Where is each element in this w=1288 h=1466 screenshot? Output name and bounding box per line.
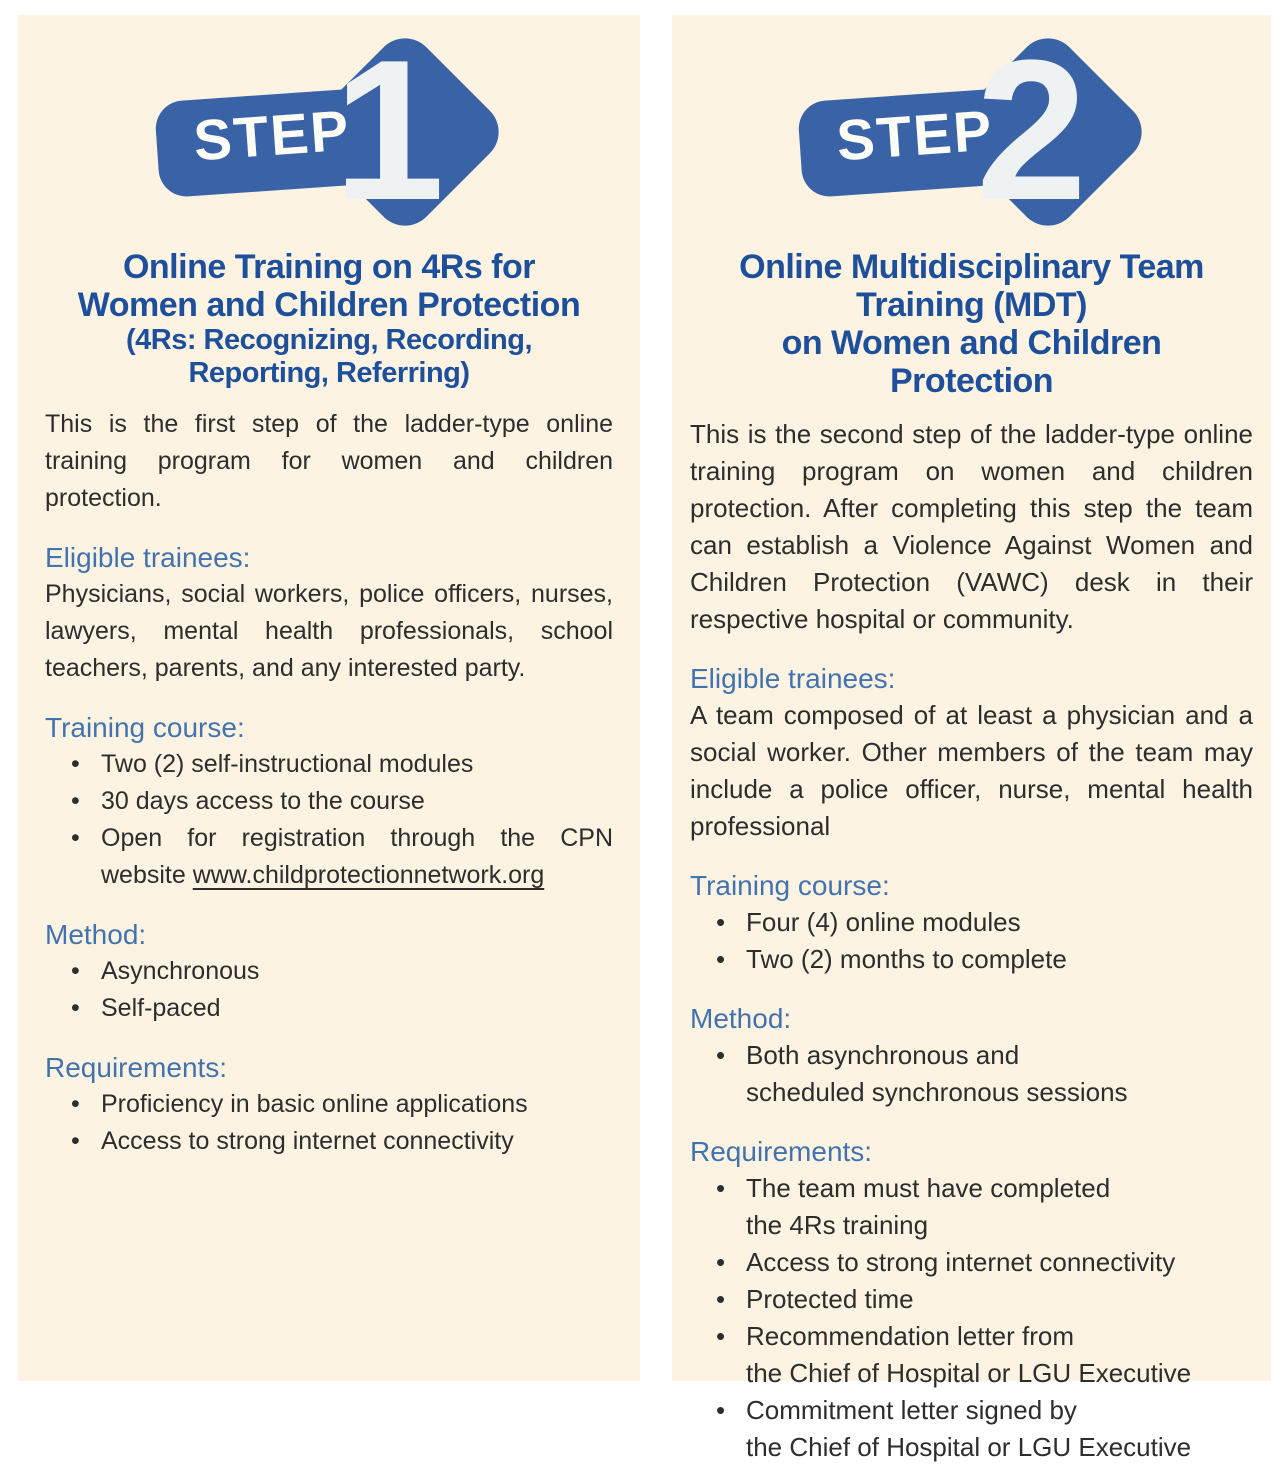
bullet-line [746, 1074, 1253, 1111]
section-requirements [45, 1049, 613, 1160]
section-eligible-trainees [690, 660, 1253, 845]
sections [690, 660, 1253, 1466]
bullet-line [746, 1429, 1253, 1466]
bullet-line [101, 953, 613, 990]
column-title [45, 248, 613, 324]
column-title-line: Protection [889, 362, 1054, 400]
bullet-list [690, 1170, 1253, 1466]
bullet-line [746, 1207, 1253, 1244]
bullet-line [101, 857, 613, 894]
bullet-line [101, 746, 613, 783]
text-segment: Asynchronous [101, 957, 260, 985]
text-segment: Two (2) months to complete [746, 944, 1067, 974]
bullet-list [45, 746, 613, 894]
bullet-line [101, 1086, 613, 1123]
section-heading: Eligible trainees: [45, 542, 251, 573]
section-eligible-trainees [45, 539, 613, 687]
section-heading: Method: [45, 919, 147, 950]
column-title-line: Training (MDT) [856, 286, 1087, 324]
text-segment: Access to strong internet connectivity [746, 1247, 1176, 1277]
text-segment: scheduled synchronous sessions [746, 1077, 1128, 1107]
list-item [690, 904, 1253, 941]
column-subtitle-line: Reporting, Referring) [188, 357, 470, 389]
list-item [690, 1037, 1253, 1111]
bullet-line [101, 990, 613, 1027]
text-segment: Four (4) online modules [746, 907, 1021, 937]
list-item [690, 1392, 1253, 1466]
column-title-line: Women and Children Protection [77, 286, 581, 324]
text-segment: Both asynchronous and [746, 1040, 1020, 1070]
column-subtitle [45, 324, 613, 390]
section-requirements [690, 1133, 1253, 1466]
list-item [690, 1318, 1253, 1392]
section-paragraph: Physicians, social workers, police officers, nurses, lawyers, mental health professionals, school teachers, parents, and any interested party. [45, 580, 613, 682]
text-segment: Two (2) self-instructional modules [101, 750, 474, 778]
list-item [690, 1281, 1253, 1318]
list-item [45, 953, 613, 990]
bullet-line [746, 941, 1253, 978]
list-item [45, 783, 613, 820]
bullet-line [746, 904, 1253, 941]
bullet-line [746, 1355, 1253, 1392]
step-2-arrow-icon [722, 15, 1222, 245]
list-item [690, 1244, 1253, 1281]
section-training-course [45, 709, 613, 894]
bullet-list [45, 1086, 613, 1160]
bullet-line [101, 1123, 613, 1160]
bullet-line [746, 1037, 1253, 1074]
column-title-line: Online Multidisciplinary Team [739, 248, 1204, 286]
section-method [45, 916, 613, 1027]
intro-paragraph: This is the second step of the ladder-type online training program on women and children protection. After completing this step the team can establish a Violence Against Women and Children Protection (VAWC) desk in their respective hospital or community. [690, 419, 1253, 634]
column-subtitle-line: (4Rs: Recognizing, Recording, [125, 324, 533, 356]
bullet-list [45, 953, 613, 1027]
bullet-line [746, 1170, 1253, 1207]
section-heading: Method: [690, 1003, 792, 1034]
step-word: STEP [834, 98, 995, 174]
section-heading: Requirements: [45, 1052, 228, 1083]
step-word: STEP [191, 98, 353, 174]
list-item [690, 1170, 1253, 1244]
bullet-line [101, 783, 613, 820]
list-item [45, 746, 613, 783]
column-title-line: on Women and Children [781, 324, 1162, 362]
sections [45, 539, 613, 1160]
text-segment: Recommendation letter from [746, 1321, 1075, 1351]
step-number: 2 [975, 19, 1088, 242]
bullet-list [690, 904, 1253, 978]
cpn-website-link[interactable]: www.childprotectionnetwork.org [192, 861, 545, 889]
bullet-line [101, 820, 613, 857]
text-segment: 30 days access to the course [101, 787, 425, 815]
bullet-line [746, 1318, 1253, 1355]
text-segment: Protected time [746, 1284, 914, 1314]
text-segment: Open for registration through the CPN [101, 824, 613, 852]
column-title-line: Online Training on 4Rs for [122, 248, 536, 286]
text-segment: Commitment letter signed by [746, 1395, 1077, 1425]
text-segment: Proficiency in basic online applications [101, 1090, 528, 1118]
step-number: 1 [333, 19, 445, 242]
column-title [690, 248, 1253, 400]
text-segment: Access to strong internet connectivity [101, 1127, 514, 1155]
section-training-course [690, 867, 1253, 978]
text-segment: The team must have completed [746, 1173, 1111, 1203]
text-segment: website [101, 861, 193, 889]
text-segment: Self-paced [101, 994, 221, 1022]
step-2-panel [672, 15, 1271, 1462]
section-heading: Training course: [45, 712, 245, 743]
text-segment: the 4Rs training [746, 1210, 929, 1240]
text-segment: the Chief of Hospital or LGU Executive [746, 1432, 1192, 1462]
list-item [45, 990, 613, 1027]
bullet-line [746, 1392, 1253, 1429]
list-item [690, 941, 1253, 978]
section-method [690, 1000, 1253, 1111]
section-heading: Requirements: [690, 1136, 873, 1167]
section-paragraph: A team composed of at least a physician and a social worker. Other members of the team may include a police officer, nurse, mental health professional [690, 700, 1253, 841]
bullet-list [690, 1037, 1253, 1111]
section-heading: Eligible trainees: [690, 663, 896, 694]
bullet-line [746, 1244, 1253, 1281]
list-item [45, 820, 613, 894]
list-item [45, 1086, 613, 1123]
intro-paragraph: This is the first step of the ladder-type online training program for women and children protection. [45, 410, 613, 512]
step-1-arrow-icon [79, 15, 579, 245]
bullet-line [746, 1281, 1253, 1318]
section-heading: Training course: [690, 870, 890, 901]
step-1-panel [18, 15, 640, 1381]
text-segment: the Chief of Hospital or LGU Executive [746, 1358, 1192, 1388]
list-item [45, 1123, 613, 1160]
